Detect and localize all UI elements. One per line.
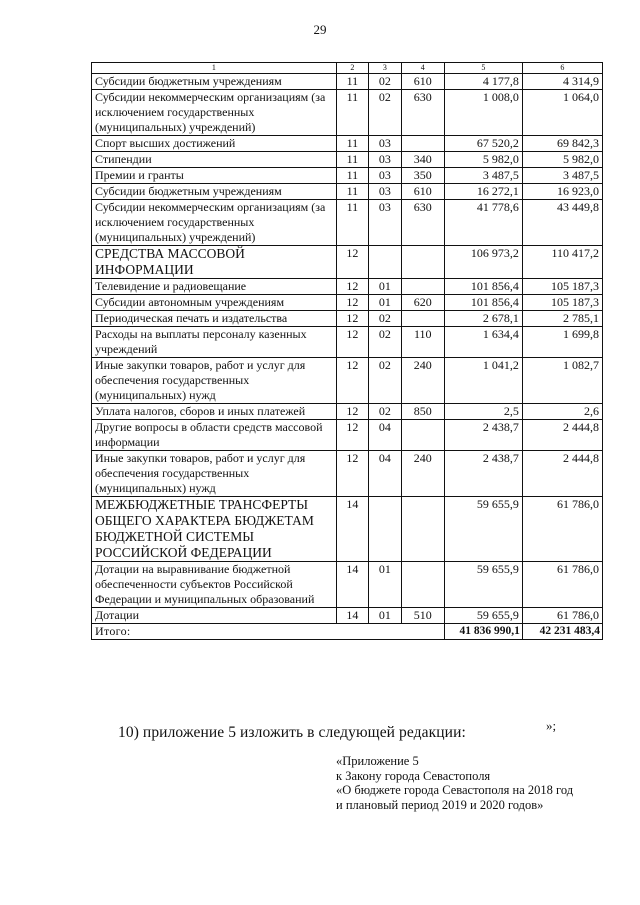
table-row bbox=[92, 279, 603, 295]
amount-2020: 110 417,2 bbox=[522, 246, 602, 279]
row-label: Иные закупки товаров, работ и услуг для обеспечения государственных (муниципальных) нужд bbox=[92, 358, 337, 404]
amount-2019: 106 973,2 bbox=[444, 246, 522, 279]
section-code: 11 bbox=[336, 136, 368, 152]
amount-2020: 2 444,8 bbox=[522, 451, 602, 497]
total-row bbox=[92, 624, 603, 640]
table-row bbox=[92, 200, 603, 246]
row-label: Стипендии bbox=[92, 152, 337, 168]
expense-type-code bbox=[401, 420, 444, 451]
expense-type-code bbox=[401, 562, 444, 608]
amount-2019: 101 856,4 bbox=[444, 295, 522, 311]
amount-2020: 1 082,7 bbox=[522, 358, 602, 404]
expense-type-code: 610 bbox=[401, 74, 444, 90]
row-label: Иные закупки товаров, работ и услуг для обеспечения государственных (муниципальных) нужд bbox=[92, 451, 337, 497]
expense-type-code: 630 bbox=[401, 200, 444, 246]
appendix-line: «Приложение 5 bbox=[336, 754, 419, 768]
row-label: Субсидии бюджетным учреждениям bbox=[92, 74, 337, 90]
row-label: Телевидение и радиовещание bbox=[92, 279, 337, 295]
subsection-code: 04 bbox=[369, 451, 401, 497]
amount-2020: 1 699,8 bbox=[522, 327, 602, 358]
amount-2020: 1 064,0 bbox=[522, 90, 602, 136]
table-header-row bbox=[92, 63, 603, 74]
amount-2019: 59 655,9 bbox=[444, 562, 522, 608]
amount-2020: 5 982,0 bbox=[522, 152, 602, 168]
appendix-line: «О бюджете города Севастополя на 2018 год bbox=[336, 783, 574, 797]
row-label: Субсидии некоммерческим организациям (за исключением государственных (муниципальных) учреждений) bbox=[92, 90, 337, 136]
section-code: 12 bbox=[336, 451, 368, 497]
amount-2020: 4 314,9 bbox=[522, 74, 602, 90]
expense-type-code bbox=[401, 497, 444, 562]
expense-type-code bbox=[401, 136, 444, 152]
section-code: 14 bbox=[336, 608, 368, 624]
amount-2019: 2 438,7 bbox=[444, 420, 522, 451]
column-header: 5 bbox=[444, 63, 522, 74]
amendment-instruction: 10) приложение 5 изложить в следующей редакции: bbox=[118, 724, 466, 741]
amount-2020: 2,6 bbox=[522, 404, 602, 420]
row-label: Премии и гранты bbox=[92, 168, 337, 184]
expense-type-code: 350 bbox=[401, 168, 444, 184]
expense-type-code: 510 bbox=[401, 608, 444, 624]
expense-type-code bbox=[401, 311, 444, 327]
table-row bbox=[92, 295, 603, 311]
expense-type-code bbox=[401, 279, 444, 295]
section-code: 14 bbox=[336, 562, 368, 608]
amount-2019: 4 177,8 bbox=[444, 74, 522, 90]
amount-2019: 2 678,1 bbox=[444, 311, 522, 327]
subsection-code: 02 bbox=[369, 74, 401, 90]
subsection-code: 01 bbox=[369, 295, 401, 311]
table-row bbox=[92, 497, 603, 562]
row-label: Спорт высших достижений bbox=[92, 136, 337, 152]
budget-table bbox=[91, 62, 603, 640]
section-code: 12 bbox=[336, 404, 368, 420]
column-header: 6 bbox=[522, 63, 602, 74]
amount-2019: 3 487,5 bbox=[444, 168, 522, 184]
table-row bbox=[92, 184, 603, 200]
column-header: 2 bbox=[336, 63, 368, 74]
section-code: 14 bbox=[336, 497, 368, 562]
section-code: 12 bbox=[336, 358, 368, 404]
amount-2020: 61 786,0 bbox=[522, 562, 602, 608]
expense-type-code: 850 bbox=[401, 404, 444, 420]
section-code: 12 bbox=[336, 420, 368, 451]
row-label: Периодическая печать и издательства bbox=[92, 311, 337, 327]
column-header: 4 bbox=[401, 63, 444, 74]
subsection-code: 02 bbox=[369, 404, 401, 420]
row-label: Субсидии бюджетным учреждениям bbox=[92, 184, 337, 200]
expense-type-code: 240 bbox=[401, 358, 444, 404]
amount-2020: 43 449,8 bbox=[522, 200, 602, 246]
amount-2020: 105 187,3 bbox=[522, 279, 602, 295]
subsection-code: 02 bbox=[369, 90, 401, 136]
expense-type-code: 610 bbox=[401, 184, 444, 200]
amount-2020: 2 785,1 bbox=[522, 311, 602, 327]
expense-type-code: 240 bbox=[401, 451, 444, 497]
subsection-code: 02 bbox=[369, 358, 401, 404]
section-code: 11 bbox=[336, 168, 368, 184]
subsection-code: 03 bbox=[369, 136, 401, 152]
row-label: МЕЖБЮДЖЕТНЫЕ ТРАНСФЕРТЫ ОБЩЕГО ХАРАКТЕРА БЮДЖЕТАМ БЮДЖЕТНОЙ СИСТЕМЫ РОССИЙСКОЙ ФЕДЕРАЦИИ bbox=[92, 497, 337, 562]
row-label: Субсидии автономным учреждениям bbox=[92, 295, 337, 311]
subsection-code: 03 bbox=[369, 200, 401, 246]
section-code: 11 bbox=[336, 184, 368, 200]
amount-2019: 5 982,0 bbox=[444, 152, 522, 168]
section-code: 11 bbox=[336, 152, 368, 168]
row-label: СРЕДСТВА МАССОВОЙ ИНФОРМАЦИИ bbox=[92, 246, 337, 279]
column-header: 3 bbox=[369, 63, 401, 74]
amount-2019: 2,5 bbox=[444, 404, 522, 420]
amount-2019: 59 655,9 bbox=[444, 497, 522, 562]
table-row bbox=[92, 246, 603, 279]
subsection-code: 01 bbox=[369, 608, 401, 624]
section-code: 12 bbox=[336, 279, 368, 295]
amount-2020: 61 786,0 bbox=[522, 497, 602, 562]
section-code: 12 bbox=[336, 246, 368, 279]
amount-2020: 2 444,8 bbox=[522, 420, 602, 451]
table-row bbox=[92, 608, 603, 624]
amount-2019: 1 041,2 bbox=[444, 358, 522, 404]
amount-2019: 67 520,2 bbox=[444, 136, 522, 152]
row-label: Дотации на выравнивание бюджетной обеспеченности субъектов Российской Федерации и муниципальных образований bbox=[92, 562, 337, 608]
amount-2020: 69 842,3 bbox=[522, 136, 602, 152]
appendix-line: к Закону города Севастополя bbox=[336, 768, 491, 783]
table-row bbox=[92, 152, 603, 168]
subsection-code: 03 bbox=[369, 184, 401, 200]
amount-2019: 2 438,7 bbox=[444, 451, 522, 497]
table-row bbox=[92, 168, 603, 184]
section-code: 12 bbox=[336, 311, 368, 327]
closing-quote: »; bbox=[546, 718, 557, 733]
amount-2019: 16 272,1 bbox=[444, 184, 522, 200]
table-row bbox=[92, 136, 603, 152]
amount-2020: 61 786,0 bbox=[522, 608, 602, 624]
amount-2019: 101 856,4 bbox=[444, 279, 522, 295]
table-row bbox=[92, 420, 603, 451]
page-number: 29 bbox=[313, 22, 327, 37]
expense-type-code: 340 bbox=[401, 152, 444, 168]
amount-2019: 1 634,4 bbox=[444, 327, 522, 358]
table-row bbox=[92, 90, 603, 136]
section-code: 12 bbox=[336, 295, 368, 311]
table-row bbox=[92, 311, 603, 327]
table-row bbox=[92, 451, 603, 497]
subsection-code: 01 bbox=[369, 562, 401, 608]
row-label: Другие вопросы в области средств массовой информации bbox=[92, 420, 337, 451]
subsection-code bbox=[369, 497, 401, 562]
amount-2020: 16 923,0 bbox=[522, 184, 602, 200]
total-2019: 41 836 990,1 bbox=[444, 624, 522, 640]
row-label: Расходы на выплаты персоналу казенных учреждений bbox=[92, 327, 337, 358]
amount-2020: 3 487,5 bbox=[522, 168, 602, 184]
row-label: Дотации bbox=[92, 608, 337, 624]
subsection-code: 03 bbox=[369, 152, 401, 168]
subsection-code: 02 bbox=[369, 327, 401, 358]
table-row bbox=[92, 358, 603, 404]
subsection-code: 03 bbox=[369, 168, 401, 184]
amount-2019: 59 655,9 bbox=[444, 608, 522, 624]
row-label: Субсидии некоммерческим организациям (за исключением государственных (муниципальных) учреждений) bbox=[92, 200, 337, 246]
expense-type-code: 110 bbox=[401, 327, 444, 358]
table-row bbox=[92, 327, 603, 358]
expense-type-code: 630 bbox=[401, 90, 444, 136]
row-label: Уплата налогов, сборов и иных платежей bbox=[92, 404, 337, 420]
expense-type-code bbox=[401, 246, 444, 279]
table-row bbox=[92, 404, 603, 420]
expense-type-code: 620 bbox=[401, 295, 444, 311]
amount-2019: 1 008,0 bbox=[444, 90, 522, 136]
appendix-line: и плановый период 2019 и 2020 годов» bbox=[336, 797, 544, 812]
section-code: 12 bbox=[336, 327, 368, 358]
subsection-code: 04 bbox=[369, 420, 401, 451]
amount-2020: 105 187,3 bbox=[522, 295, 602, 311]
section-code: 11 bbox=[336, 74, 368, 90]
table-row bbox=[92, 562, 603, 608]
total-2020: 42 231 483,4 bbox=[522, 624, 602, 640]
subsection-code: 01 bbox=[369, 279, 401, 295]
section-code: 11 bbox=[336, 200, 368, 246]
amount-2019: 41 778,6 bbox=[444, 200, 522, 246]
column-header: 1 bbox=[92, 63, 337, 74]
section-code: 11 bbox=[336, 90, 368, 136]
appendix-heading bbox=[336, 754, 573, 812]
subsection-code bbox=[369, 246, 401, 279]
subsection-code: 02 bbox=[369, 311, 401, 327]
table-row bbox=[92, 74, 603, 90]
total-label: Итого: bbox=[92, 624, 445, 640]
